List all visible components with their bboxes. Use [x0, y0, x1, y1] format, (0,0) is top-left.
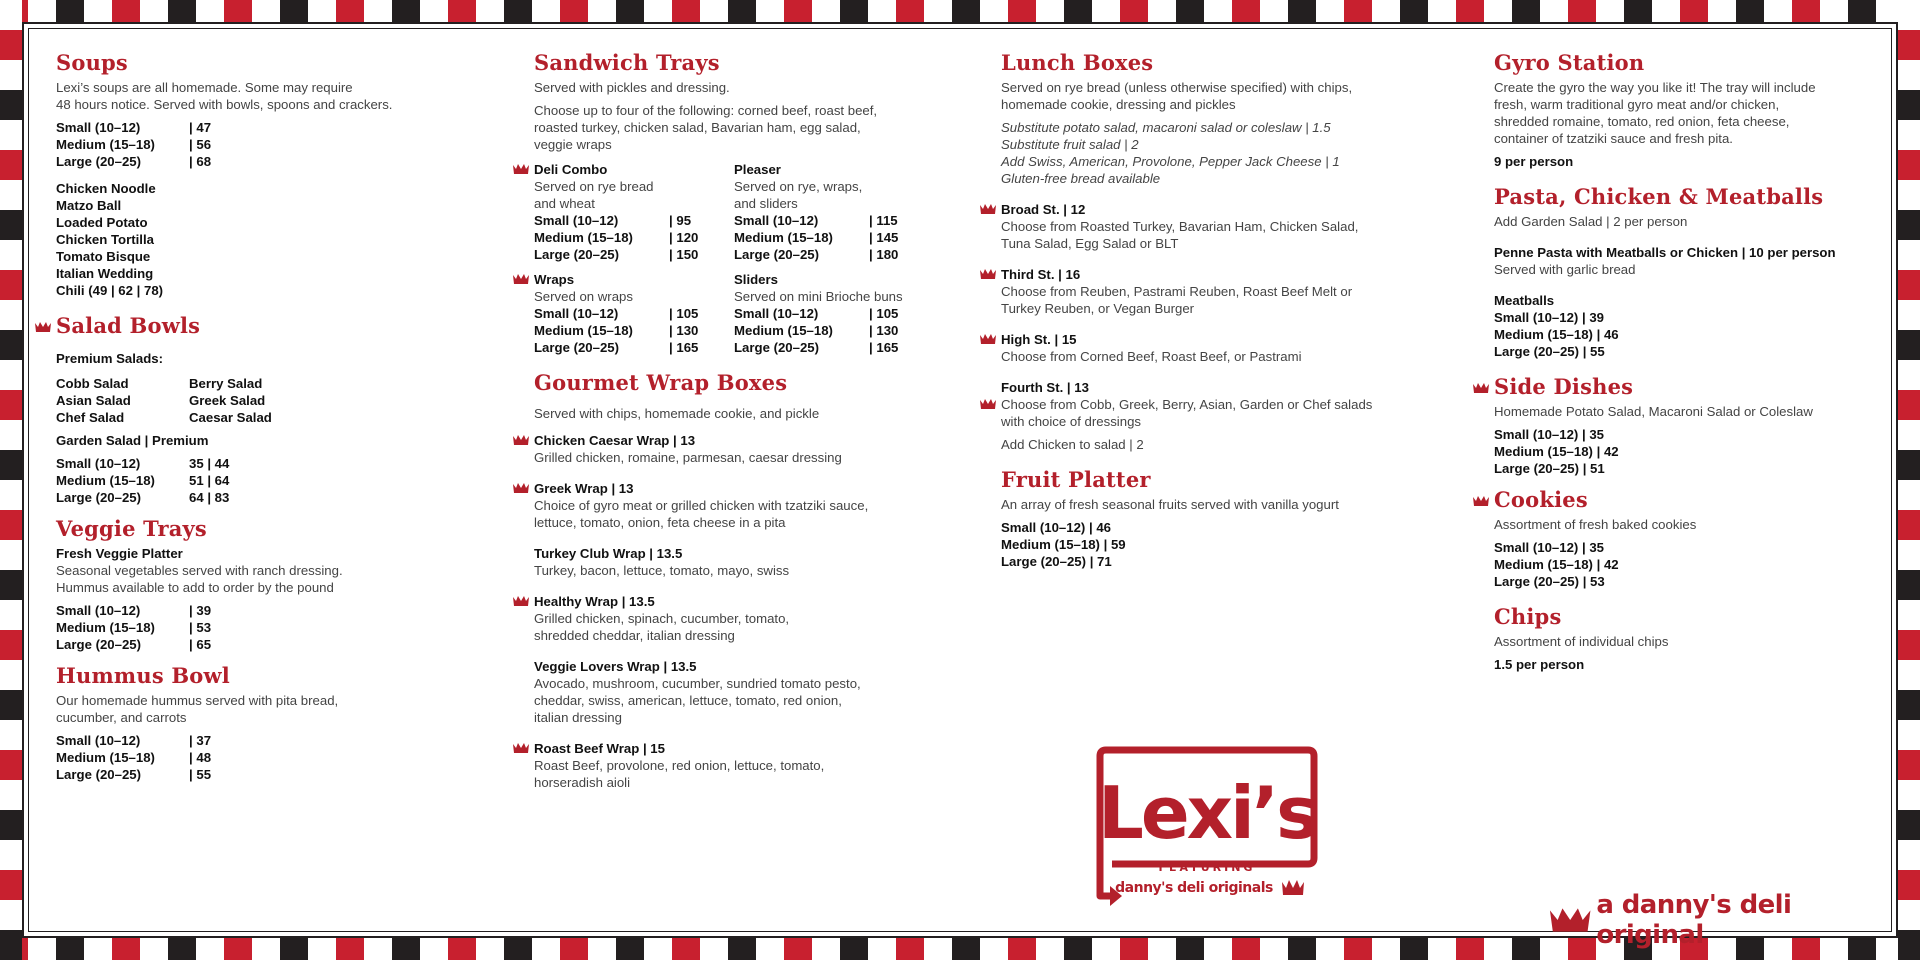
soups-section: [56, 50, 476, 299]
section-desc: cucumber, and carrots: [56, 710, 187, 725]
price: 9 per person: [1494, 154, 1574, 169]
column-2: [534, 50, 964, 791]
lunch-box-item: Fourth St. | 13 Choose from Cobb, Greek, Berry, Asian, Garden or Chef salads with choice of dressings: [1001, 379, 1441, 430]
checkered-border-left: [0, 0, 22, 960]
substitution-note: Gluten-free bread available: [1001, 171, 1161, 186]
substitution-note: Add Swiss, American, Provolone, Pepper Jack Cheese | 1: [1001, 154, 1340, 169]
section-desc: Hummus available to add to order by the pound: [56, 580, 334, 595]
cookies-section: Cookies Assortment of fresh baked cookies Small (10–12) | 35 Medium (15–18) | 42 Large (20–25) | 53: [1494, 487, 1874, 590]
section-desc: 48 hours notice. Served with bowls, spoons and crackers.: [56, 97, 393, 112]
section-desc: Served with pickles and dressing.: [534, 80, 730, 95]
logo-sub: danny's deli originals: [1115, 880, 1273, 896]
crown-icon: [1282, 880, 1304, 895]
menu-panel: [22, 22, 1898, 950]
size-price-table: Small (10–12) | 39 Medium (15–18) | 53 Large (20–25) | 65: [56, 603, 212, 652]
tray-wraps: Wraps Served on wraps Small (10–12) | 105 Medium (15–18) | 130 Large (20–25) | 165: [534, 271, 734, 356]
section-desc: Seasonal vegetables served with ranch dressing.: [56, 563, 343, 578]
column-4: [1494, 50, 1874, 673]
size-row: Small (10–12) | 47: [56, 120, 212, 135]
crown-icon: [1548, 906, 1592, 934]
crown-icon: [512, 595, 530, 607]
hummus-section: [56, 663, 476, 783]
size-price: Medium (15–18) | 59: [1001, 537, 1126, 552]
crown-icon: [979, 203, 997, 215]
fruit-platter-section: [1001, 467, 1441, 570]
add-chicken-note: Add Chicken to salad | 2: [1001, 437, 1144, 452]
soup-item: Chili (49 | 62 | 78): [56, 283, 164, 298]
gourmet-wraps-section: [534, 370, 964, 791]
logo-wordmark: Lexi’s: [1097, 771, 1317, 855]
crown-icon: [979, 268, 997, 280]
soup-item: Italian Wedding: [56, 266, 154, 281]
lunch-box-item: Third St. | 16 Choose from Reuben, Pastrami Reuben, Roast Beef Melt or Turkey Reuben, or Vegan Burger: [1001, 266, 1441, 317]
section-title: Soups: [56, 50, 128, 75]
tray-sliders: Sliders Served on mini Brioche buns Small (10–12) | 105 Medium (15–18) | 130 Large (20–25) | 165: [734, 272, 903, 355]
tagline: [1548, 890, 1896, 950]
section-desc: An array of fresh seasonal fruits served with vanilla yogurt: [1001, 497, 1339, 512]
size-price-table: [56, 119, 211, 170]
tray-deli-combo: Deli Combo Served on rye bread and wheat Small (10–12) | 95 Medium (15–18) | 120 Large (20–25) | 150: [534, 161, 734, 263]
pasta-section: Pasta, Chicken & Meatballs Add Garden Salad | 2 per person Penne Pasta with Meatballs or Chicken | 10 per person Served with garlic bread Meatballs Small (10–12) | 39 Medium (15–18) | 46 Large (20–25) | 55: [1494, 184, 1874, 360]
section-title: Fruit Platter: [1001, 467, 1151, 492]
crown-icon: [1472, 382, 1490, 394]
section-title: Sandwich Trays: [534, 50, 720, 75]
column-1: [56, 50, 476, 783]
lunch-box-item: Broad St. | 12 Choose from Roasted Turkey, Bavarian Ham, Chicken Salad, Tuna Salad, Egg Salad or BLT: [1001, 201, 1441, 252]
checkered-border-right: [1898, 0, 1920, 960]
section-title: Side Dishes: [1494, 374, 1634, 399]
section-title: Gourmet Wrap Boxes: [534, 370, 788, 395]
section-desc: roasted turkey, chicken salad, Bavarian ham, egg salad,: [534, 120, 861, 135]
section-desc: Lexi’s soups are all homemade. Some may require: [56, 80, 353, 95]
premium-label: Premium Salads:: [56, 351, 164, 366]
veggie-trays-section: [56, 516, 476, 653]
section-title: Lunch Boxes: [1001, 50, 1154, 75]
soup-item: Loaded Potato: [56, 215, 148, 230]
checkered-border-top: [0, 0, 1920, 22]
crown-icon: [1472, 495, 1490, 507]
section-desc: Choose up to four of the following: corned beef, roast beef,: [534, 103, 878, 118]
section-desc: veggie wraps: [534, 137, 612, 152]
soup-item: Tomato Bisque: [56, 249, 151, 264]
crown-icon: [512, 273, 530, 285]
side-dishes-section: Side Dishes Homemade Potato Salad, Macaroni Salad or Coleslaw Small (10–12) | 35 Medium (15–18) | 42 Large (20–25) | 51: [1494, 374, 1874, 477]
wrap-item: Veggie Lovers Wrap | 13.5 Avocado, mushroom, cucumber, sundried tomato pesto, cheddar, swiss, american, lettuce, tomato, red onion, italian dressing: [534, 659, 861, 725]
tagline-text: a danny's deli original: [1596, 890, 1792, 950]
size-price-table: Small (10–12) 35 | 44 Medium (15–18) 51 | 64 Large (20–25) 64 | 83: [56, 456, 230, 505]
section-desc: Served on rye bread (unless otherwise specified) with chips,: [1001, 80, 1353, 95]
garden-label: Garden Salad | Premium: [56, 433, 209, 448]
substitution-note: Substitute potato salad, macaroni salad or coleslaw | 1.5: [1001, 120, 1331, 135]
lunch-box-item: High St. | 15 Choose from Corned Beef, Roast Beef, or Pastrami: [1001, 331, 1441, 365]
soup-item: Chicken Tortilla: [56, 232, 154, 247]
column-3: [1001, 50, 1441, 570]
crown-icon: [512, 163, 530, 175]
soup-item: Chicken Noodle: [56, 181, 156, 196]
substitution-note: Substitute fruit salad | 2: [1001, 137, 1139, 152]
size-price: Large (20–25) | 71: [1001, 554, 1112, 569]
gyro-section: Gyro Station Create the gyro the way you like it! The tray will include fresh, warm traditional gyro meat and/or chicken, shredded romaine, tomato, red onion, feta cheese, container of tzatziki sauce and fresh pita. 9 per person: [1494, 50, 1874, 170]
section-desc: Our homemade hummus served with pita bread,: [56, 693, 339, 708]
chips-section: Chips Assortment of individual chips 1.5 per person: [1494, 604, 1874, 673]
crown-icon: [34, 321, 52, 333]
crown-icon: [512, 434, 530, 446]
wrap-item: Healthy Wrap | 13.5 Grilled chicken, spinach, cucumber, tomato, shredded cheddar, italian dressing: [534, 593, 964, 644]
tray-pleaser: Pleaser Served on rye, wraps, and sliders Small (10–12) | 115 Medium (15–18) | 145 Large (20–25) | 180: [734, 162, 899, 262]
size-row: Medium (15–18) | 56: [56, 137, 212, 152]
soup-item: Matzo Ball: [56, 198, 122, 213]
crown-icon: [979, 398, 997, 410]
crown-icon: [512, 742, 530, 754]
item-name: Fresh Veggie Platter: [56, 546, 183, 561]
wrap-item: Greek Wrap | 13 Choice of gyro meat or grilled chicken with tzatziki sauce, lettuce, tomato, onion, feta cheese in a pita: [534, 480, 964, 531]
section-title: Pasta, Chicken & Meatballs: [1494, 184, 1824, 209]
section-title: Veggie Trays: [56, 516, 207, 541]
section-title: Gyro Station: [1494, 50, 1645, 75]
wrap-item: Turkey Club Wrap | 13.5 Turkey, bacon, lettuce, tomato, mayo, swiss: [534, 546, 790, 578]
crown-icon: [512, 482, 530, 494]
lexis-logo: [1082, 746, 1332, 916]
section-title: Hummus Bowl: [56, 663, 230, 688]
section-title: Chips: [1494, 604, 1562, 629]
wrap-item: Chicken Caesar Wrap | 13 Grilled chicken, romaine, parmesan, caesar dressing: [534, 432, 964, 466]
salad-grid: Cobb Salad Berry Salad Asian Salad Greek Salad Chef Salad Caesar Salad: [56, 376, 272, 425]
section-title: Salad Bowls: [56, 313, 201, 338]
size-price-table: Small (10–12) | 37 Medium (15–18) | 48 Large (20–25) | 55: [56, 733, 212, 782]
section-desc: Served with chips, homemade cookie, and pickle: [534, 406, 820, 421]
salad-bowls-section: [56, 313, 476, 506]
sandwich-trays-section: [534, 50, 964, 356]
logo-featuring: FEATURING: [1158, 861, 1256, 874]
size-price: Small (10–12) | 46: [1001, 520, 1111, 535]
crown-icon: [979, 333, 997, 345]
lunch-boxes-section: [1001, 50, 1441, 453]
wrap-item: Roast Beef Wrap | 15 Roast Beef, provolone, red onion, lettuce, tomato, horseradish aioli: [534, 740, 964, 791]
size-row: Large (20–25) | 68: [56, 154, 212, 169]
section-title: Cookies: [1494, 487, 1588, 512]
section-desc: homemade cookie, dressing and pickles: [1001, 97, 1236, 112]
